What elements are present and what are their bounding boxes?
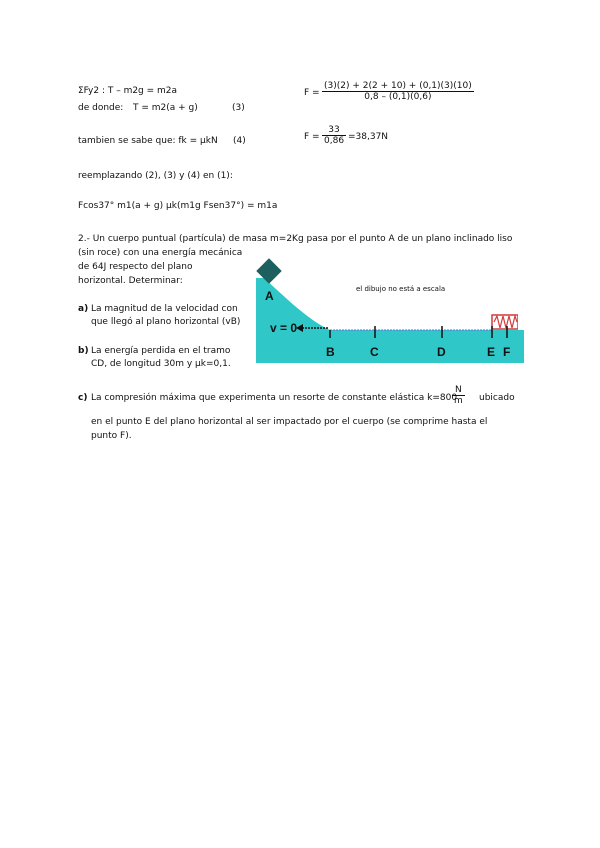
reemplazando-line: reemplazando (2), (3) y (4) en (1):: [78, 171, 233, 181]
long-equation: Fcos37° m1(a + g) μk(m1g Fsen37°) = m1a: [78, 201, 278, 211]
question-c-line-3: punto F).: [91, 431, 132, 441]
friction-relation: tambien se sabe que: fk = μkN: [78, 136, 218, 146]
force-numerator-2: 33: [328, 125, 340, 135]
velocity-zero-label: v = 0: [270, 321, 298, 335]
scale-note: el dibujo no está a escala: [356, 285, 446, 293]
question-c-label: c): [78, 393, 88, 403]
question-b-text-2: CD, de longitud 30m y μk=0,1.: [91, 359, 231, 369]
point-b-label: B: [326, 345, 335, 359]
question-a-label: a): [78, 304, 89, 314]
problem-intro-line-2: (sin roce) con una energía mecánica: [78, 248, 243, 258]
force-denominator-2: 0,86: [324, 136, 345, 146]
spring-unit-numerator: N: [455, 385, 462, 395]
problem-intro-line-4: horizontal. Determinar:: [78, 276, 183, 286]
sum-forces-equation: ΣFy2 : T – m2g = m2a: [78, 86, 178, 96]
point-f-label: F: [503, 345, 511, 359]
question-a-text-1: La magnitud de la velocidad con: [91, 304, 238, 314]
question-c-text: La compresión máxima que experimenta un resorte de constante elástica k=800: [91, 393, 458, 403]
question-a-text-2: que llegó al plano horizontal (vB): [91, 317, 241, 327]
force-fraction: [322, 81, 474, 102]
point-d-label: D: [437, 345, 446, 359]
de-donde-label: de donde:: [78, 103, 124, 113]
point-e-label: E: [487, 345, 496, 359]
equation-number-4: (4): [233, 136, 246, 146]
point-c-label: C: [370, 345, 379, 359]
spring-constant-unit: [452, 385, 465, 406]
inclined-plane-diagram: [256, 258, 524, 363]
equation-number-3: (3): [232, 103, 245, 113]
force-denominator: 0,8 – (0,1)(0,6): [322, 91, 474, 102]
question-b-label: b): [78, 346, 89, 356]
force-fraction-2: [322, 125, 346, 146]
tension-expression: T = m2(a + g): [133, 103, 198, 113]
question-c-line-2: en el punto E del plano horizontal al ser impactado por el cuerpo (se comprime hasta el: [91, 417, 488, 427]
question-c-after: ubicado: [479, 393, 515, 403]
force-label: F =: [304, 88, 320, 98]
problem-intro-line-1: 2.- Un cuerpo puntual (partícula) de masa m=2Kg pasa por el punto A de un plano inclinado liso: [78, 234, 513, 244]
force-numerator: (3)(2) + 2(2 + 10) + (0,1)(3)(10): [324, 81, 472, 91]
question-b-text-1: La energía perdida en el tramo: [91, 346, 231, 356]
force-result: =38,37N: [348, 132, 389, 142]
problem-intro-line-3: de 64J respecto del plano: [78, 262, 193, 272]
force-label-2: F =: [304, 132, 320, 142]
spring-unit-denominator: m: [454, 396, 463, 406]
point-a-label: A: [265, 289, 274, 303]
